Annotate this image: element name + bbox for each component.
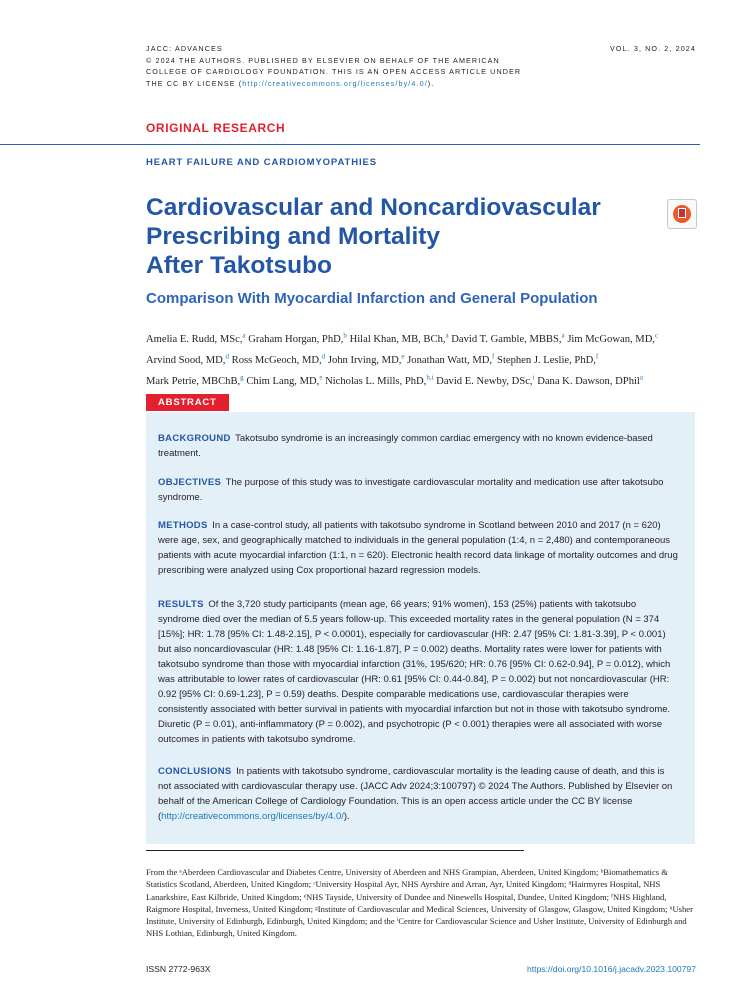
copyright-line-1: © 2024 THE AUTHORS. PUBLISHED BY ELSEVIER ON BEHALF OF THE AMERICAN	[146, 55, 500, 65]
crossmark-bookmark	[679, 209, 685, 217]
objectives-heading: OBJECTIVES	[158, 477, 222, 488]
article-type: ORIGINAL RESEARCH	[146, 121, 286, 135]
affiliations-footnote: From the ᵃAberdeen Cardiovascular and Diabetes Centre, University of Aberdeen and NHS Grampian, Aberdeen, United Kingdom; ᵇBiomathematics & Statistics Scotland, Aberdeen, United Kingdom; ᶜUniversity Hospital Ayr, NHS Ayrshire and Arran, Ayr, United Kingdom; ᵈHairmyres Hospital, NHS Lanarkshire, East Kilbride, United Kingdom; ᵉNHS Tayside, University of Dundee and Ninewells Hospital, Dundee, United Kingdom; ᶠNHS Highland, Raigmore Hospital, Inverness, United Kingdom; ᵍInstitute of Cardiovascular and Medical Sciences, University of Glasgow, Glasgow, United Kingdom; ʰUsher Institute, University of Edinburgh, Edinburgh, United Kingdom; and the ⁱCentre for Cardiovascular Science and Usher Institute, University of Edinburgh and NHS Lothian, Edinburgh, United Kingdom.	[146, 867, 693, 939]
author-affiliation-mark: h,i	[426, 373, 434, 382]
author	[451, 331, 565, 345]
author-name: Ross McGeoch, MD,	[231, 354, 322, 366]
section-label: HEART FAILURE AND CARDIOMYOPATHIES	[146, 157, 377, 168]
author-affiliation-mark: g	[240, 373, 244, 382]
author-affiliation-mark: d	[225, 352, 229, 361]
check-for-updates-icon[interactable]	[667, 199, 697, 229]
author	[146, 331, 246, 345]
background-text: Takotsubo syndrome is an increasingly common cardiac emergency with no known evidence-based treatment.	[158, 433, 653, 459]
methods-text: In a case-control study, all patients with takotsubo syndrome in Scotland between 2010 and 2017 (n = 620) were age, sex, and geographically matched to individuals in the general population (1:4, n = 2,480) and contemporaneous patients with acute myocardial infarction (1:1, n = 620). Electronic health record data linkage of mortality outcomes and drug prescribing were analyzed using Cox proportional hazard regression models.	[158, 520, 678, 576]
author	[436, 373, 535, 387]
abstract-objectives	[158, 475, 680, 505]
background-heading: BACKGROUND	[158, 433, 231, 444]
conclusions-end: ).	[343, 811, 350, 822]
abstract-methods	[158, 518, 680, 578]
results-heading: RESULTS	[158, 599, 204, 610]
author	[497, 352, 599, 366]
issn: ISSN 2772-963X	[146, 964, 211, 974]
author-name: Jim McGowan, MD,	[567, 333, 656, 345]
footnote-divider	[146, 850, 524, 851]
copyright-line-2: COLLEGE OF CARDIOLOGY FOUNDATION. THIS IS AN OPEN ACCESS ARTICLE UNDER	[146, 67, 522, 77]
author	[537, 373, 643, 387]
author-affiliation-mark: a	[242, 331, 246, 339]
author-name: David E. Newby, DSc,	[436, 375, 533, 387]
author	[146, 373, 244, 387]
author	[349, 331, 449, 345]
abstract-label: ABSTRACT	[146, 394, 229, 411]
author-affiliation-mark: i	[532, 373, 535, 382]
author-affiliation-mark: d	[321, 352, 326, 361]
title-line: Cardiovascular and Noncardiovascular	[146, 194, 601, 221]
author	[248, 331, 347, 345]
doi-link[interactable]: https://doi.org/10.1016/j.jacadv.2023.100797	[527, 964, 696, 974]
copyright-line-3	[146, 78, 546, 90]
copyright-suffix: ).	[427, 78, 435, 88]
license-link[interactable]: http://creativecommons.org/licenses/by/4.0/	[242, 78, 428, 88]
conclusions-text: In patients with takotsubo syndrome, cardiovascular mortality is the leading cause of death, and this is not associated with cardiovascular therapy use. (JACC Adv 2024;3:100797) © 2024 The Authors. Published by Elsevier on behalf of the American College of Cardiology Foundation. This is an open access article under the CC BY license (	[158, 766, 673, 822]
author-affiliation-mark: b	[343, 331, 347, 339]
author-list	[146, 327, 696, 390]
author-affiliation-mark: c	[655, 331, 659, 339]
author-name: Mark Petrie, MBChB,	[146, 375, 241, 387]
abstract-background	[158, 431, 680, 461]
author-affiliation-mark: a	[639, 373, 643, 382]
author-name: Dana K. Dawson, DPhil	[537, 375, 640, 387]
author-name: Graham Horgan, PhD,	[248, 333, 344, 345]
header-divider	[0, 144, 700, 145]
author-affiliation-mark: a	[561, 331, 565, 339]
volume-info: VOL. 3, NO. 2, 2024	[609, 44, 696, 53]
author-affiliation-mark: a	[445, 331, 449, 339]
author-name: Chim Lang, MD,	[246, 375, 320, 387]
author-affiliation-mark: e	[401, 352, 405, 361]
title-line: After Takotsubo	[146, 252, 333, 279]
objectives-text: The purpose of this study was to investigate cardiovascular mortality and medication use after takotsubo syndrome.	[158, 477, 664, 503]
author	[327, 352, 405, 366]
author	[246, 373, 323, 387]
conclusions-heading: CONCLUSIONS	[158, 766, 232, 777]
author	[146, 352, 229, 366]
abstract-results	[158, 597, 680, 747]
author-name: Nicholas L. Mills, PhD,	[325, 375, 427, 387]
author-name: Stephen J. Leslie, PhD,	[497, 354, 596, 366]
author-affiliation-mark: f	[595, 352, 599, 361]
author-affiliation-mark: e	[319, 373, 323, 382]
article-title	[146, 193, 666, 280]
methods-heading: METHODS	[158, 520, 208, 531]
author	[231, 352, 326, 366]
author-name: Amelia E. Rudd, MSc,	[146, 333, 243, 345]
abstract-conclusions	[158, 764, 680, 824]
results-text: Of the 3,720 study participants (mean age, 66 years; 91% women), 153 (25%) patients with takotsubo syndrome died over the median of 5.5 years follow-up. This exceeded mortality rates in the general population (N = 374 [15%]; HR: 1.78 [95% CI: 1.48-2.15], P < 0.0001), especially for cardiovascular (HR: 2.47 [95% CI: 1.81-3.39], P < 0.001) but also noncardiovascular (HR: 1.48 [95% CI: 1.16-1.87], P = 0.002) deaths. Mortality rates were lower for patients with takotsubo syndrome than those with myocardial infarction (31%, 195/620; HR: 0.76 [95% CI: 0.62-0.94], P = 0.012), which was attributable to lower rates of cardiovascular (HR: 0.61 [95% CI: 0.44-0.84], P = 0.002) but not noncardiovascular (HR: 0.92 [95% CI: 0.69-1.23], P = 0.59) deaths. Despite comparable medications use, cardiovascular therapies were consistently associated with better survival in patients with myocardial infarction but not in those with takotsubo syndrome. Diuretic (P = 0.01), anti-inflammatory (P = 0.002), and psychotropic (P < 0.001) therapies were all associated with worse outcomes in patients with takotsubo syndrome.	[158, 599, 671, 745]
author-name: Jonathan Watt, MD,	[407, 354, 493, 366]
article-subtitle: Comparison With Myocardial Infarction and General Population	[146, 290, 598, 307]
author-affiliation-mark: f	[492, 352, 495, 361]
author	[407, 352, 495, 366]
author	[325, 373, 434, 387]
copyright-prefix: THE CC BY LICENSE (	[146, 78, 243, 88]
journal-name: JACC: ADVANCES	[146, 44, 223, 53]
author-name: Arvind Sood, MD,	[146, 354, 226, 366]
author-name: Hilal Khan, MB, BCh,	[349, 333, 446, 345]
author	[567, 331, 659, 345]
journal-header	[146, 43, 546, 89]
conclusions-license-link[interactable]: http://creativecommons.org/licenses/by/4.0/	[161, 811, 344, 822]
author-name: David T. Gamble, MBBS,	[451, 333, 562, 345]
author-name: John Irving, MD,	[327, 354, 402, 366]
title-line: Prescribing and Mortality	[146, 223, 441, 250]
